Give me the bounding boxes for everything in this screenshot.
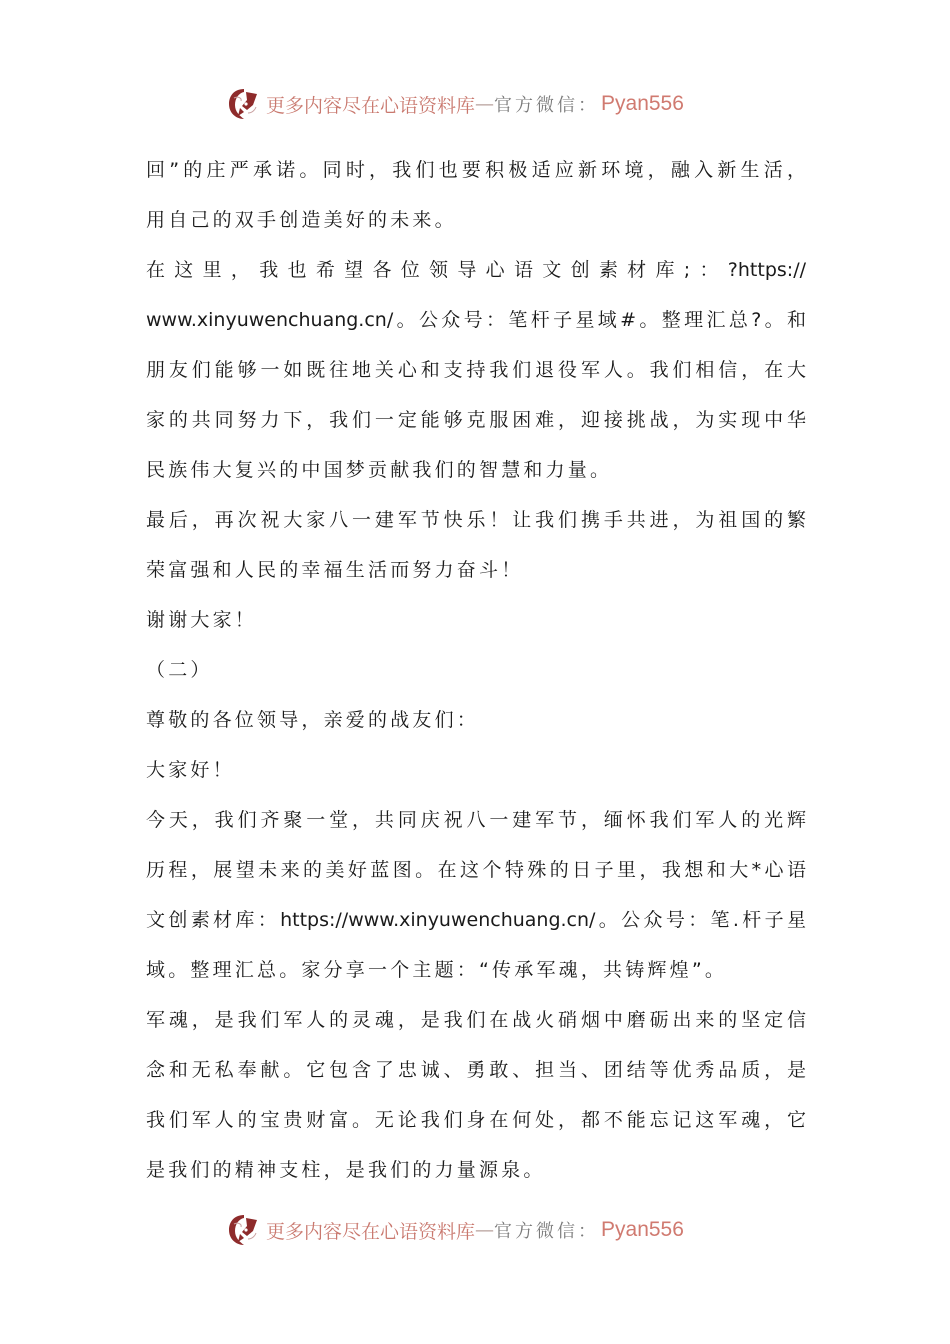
text-line: 家的共同努力下，我们一定能够克服困难，迎接挑战，为实现中华 [146, 409, 806, 431]
banner-wechat-label: 官方微信： [494, 95, 600, 116]
text-line: 文创素材库：https://www.xinyuwenchuang.cn/。公众号：笔.杆子星 [146, 909, 806, 931]
pen-nib-logo-icon [226, 1212, 262, 1248]
text-line: www.xinyuwenchuang.cn/。公众号：笔杆子星域#。整理汇总?。和 [146, 309, 806, 331]
banner-wechat-label: 官方微信： [494, 1221, 600, 1242]
document-body [146, 150, 806, 1200]
text-line: 在这里，我也希望各位领导心语文创素材库;：?https:// [146, 259, 806, 281]
section-heading: （二） [146, 659, 213, 681]
greeting: 大家好！ [146, 759, 235, 781]
text-line: 用自己的双手创造美好的未来。 [146, 209, 457, 231]
banner-title: 更多内容尽在心语资料库 [266, 94, 476, 117]
banner-dash: — [475, 1219, 495, 1241]
text-line: 今天，我们齐聚一堂，共同庆祝八一建军节，缅怀我们军人的光辉 [146, 809, 806, 831]
header-banner [226, 84, 684, 124]
text-line: 域。整理汇总。家分享一个主题：“传承军魂，共铸辉煌”。 [146, 959, 728, 981]
text-line: 军魂，是我们军人的灵魂，是我们在战火硝烟中磨砺出来的坚定信 [146, 1009, 806, 1031]
text-line: 荣富强和人民的幸福生活而努力奋斗！ [146, 559, 524, 581]
text-line: 民族伟大复兴的中国梦贡献我们的智慧和力量。 [146, 459, 613, 481]
banner-dash: — [475, 93, 495, 115]
text-line: 朋友们能够一如既往地关心和支持我们退役军人。我们相信，在大 [146, 359, 806, 381]
pen-nib-logo-icon [226, 86, 262, 122]
banner-title: 更多内容尽在心语资料库 [266, 1220, 476, 1243]
text-line: 谢谢大家！ [146, 609, 258, 631]
banner-wechat-id: Pyan556 [601, 1218, 684, 1241]
text-line: 我们军人的宝贵财富。无论我们身在何处，都不能忘记这军魂，它 [146, 1109, 806, 1131]
text-line: 历程，展望未来的美好蓝图。在这个特殊的日子里，我想和大*心语 [146, 859, 806, 881]
text-line: 是我们的精神支柱，是我们的力量源泉。 [146, 1159, 546, 1181]
banner-wechat-id: Pyan556 [601, 92, 684, 115]
footer-banner [226, 1210, 684, 1250]
salutation: 尊敬的各位领导，亲爱的战友们： [146, 709, 480, 731]
text-line: 最后，再次祝大家八一建军节快乐！让我们携手共进，为祖国的繁 [146, 509, 806, 531]
text-line: 回”的庄严承诺。同时，我们也要积极适应新环境，融入新生活， [146, 159, 806, 181]
text-line: 念和无私奉献。它包含了忠诚、勇敢、担当、团结等优秀品质，是 [146, 1059, 806, 1081]
